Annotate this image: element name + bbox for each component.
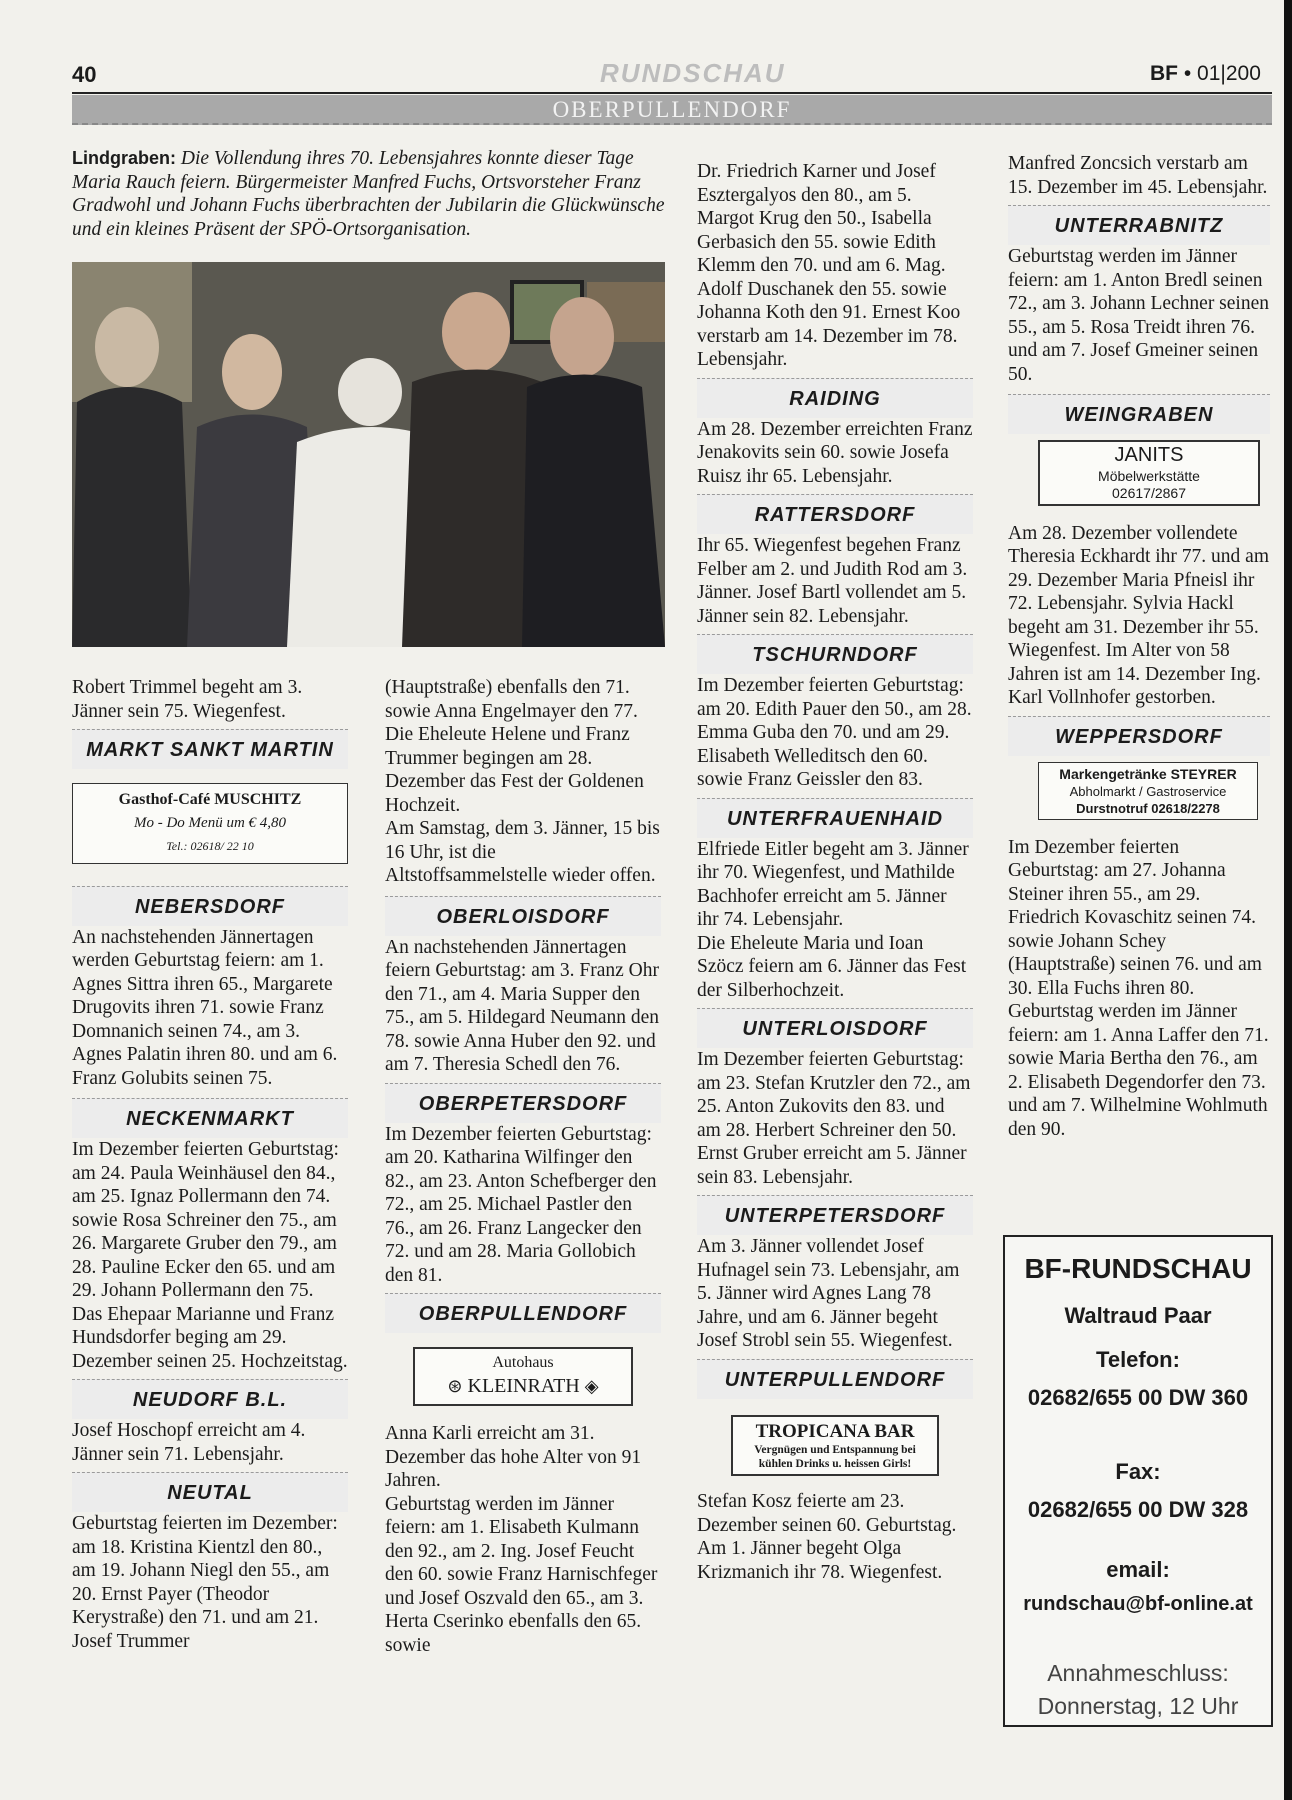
issue-separator: • [1183,62,1192,85]
place-heading-title: OBERPETERSDORF [418,1092,628,1115]
ad-title: TROPICANA BAR [755,1420,915,1442]
place-heading [1008,394,1270,434]
ad-brand-row [415,1375,631,1399]
paragraph: Dr. Friedrich Karner und Josef Esztergalyos den 80., am 5. Margot Krug den 50., Isabella Gerbasich den 55. sowie Edith Klemm den 70. und am 6. Mag. Adolf Duschanek den 55. sowie Johanna Koth den 91. Ernest Koo verstarb am 14. Dezember im 78. Lebensjahr. [697,161,961,370]
ad-phone: Tel.: 02618/ 22 10 [166,839,254,853]
ad-title: Autohaus [492,1354,554,1371]
place-heading-title: RAIDING [789,387,881,410]
ad-phone: Durstnotruf 02618/2278 [1076,800,1220,816]
ad-title: JANITS [1114,444,1184,466]
column-2 [385,676,661,1657]
place-heading-title: UNTERPULLENDORF [724,1368,946,1391]
place-heading-title: OBERPULLENDORF [418,1303,628,1325]
ad-brand: KLEINRATH [467,1374,580,1397]
intro-text [72,147,672,241]
publication-name: RUNDSCHAU [600,58,786,88]
paragraph: Am 3. Jänner vollendet Josef Hufnagel sein 73. Lebensjahr, am 5. Jänner wird Agnes Lang 78 Jahre, und am 6. Jänner begeht Josef Strobl sein 55. Wiegenfest. [697,1236,960,1351]
column-3 [697,160,973,1584]
diamond-logo-icon: ◈ [584,1375,599,1397]
column-1 [72,676,348,1653]
place-heading-title: WEPPERSDORF [1055,725,1223,748]
section-title: OBERPULLENDORF [552,97,792,122]
place-heading [697,378,973,418]
page-number: 40 [72,62,97,87]
place-heading [697,634,973,674]
place-heading-title: UNTERRABNITZ [1054,215,1224,237]
issue-number: 01|200 [1197,62,1261,85]
paragraph: Am Samstag, dem 3. Jänner, 15 bis 16 Uhr, ist die Altstoffsammelstelle wieder offen. [385,818,660,886]
place-heading [72,1472,348,1512]
paragraph: Manfred Zoncsich verstarb am 15. Dezember im 45. Lebensjahr. [1008,153,1268,198]
paragraph: Stefan Kosz feierte am 23. Dezember seinen 60. Geburtstag. Am 1. Jänner begeht Olga Krizmanich ihr 78. Wiegenfest. [697,1491,957,1583]
deadline-label: Annahmeschluss: [1047,1660,1229,1686]
place-heading-title: OBERLOISDORF [436,905,610,928]
paragraph: Geburtstag werden im Jänner feiern: am 1. Anna Laffer den 71. sowie Maria Bertha den 76., am 2. Elisabeth Degendorfer den 73. und am 7. Wilhelmine Wohlmuth den 90. [1008,1001,1269,1140]
phone-label: Telefon: [1096,1347,1180,1372]
deadline-value: Donnerstag, 12 Uhr [1037,1693,1239,1719]
place-heading [697,1195,973,1235]
intro-place: Lindgraben: [72,148,176,168]
ad-subtitle: Abholmarkt / Gastroservice [1069,783,1227,799]
contact-name: Waltraud Paar [1064,1303,1212,1328]
email-address[interactable]: rundschau@bf-online.at [1023,1593,1253,1615]
advertisement-janits [1038,440,1260,506]
paragraph: An nachstehenden Jännertagen feiern Geburtstag: am 3. Franz Ohr den 71., am 4. Maria Supper den 75., am 5. Hildegard Neumann den 78. sowie Anna Huber den 92. und am 7. Theresia Schedl den 76. [385,936,660,1075]
paragraph: Ernst Gruber erreicht am 5. Jänner sein 83. Lebensjahr. [697,1143,967,1188]
place-heading [72,1379,348,1419]
paragraph: Im Dezember feierten Geburtstag: am 24. Paula Weinhäusel den 84., am 25. Ignaz Pollermann den 74. sowie Rosa Schreiner den 75., am 26. Margarete Gruber den 79., am 28. Pauline Ecker den 65. und am 29. Johann Pollermann den 75. [72,1139,339,1301]
paragraph: Die Eheleute Maria und Ioan Szöcz feiern am 6. Jänner das Fest der Silberhochzeit. [697,932,967,1001]
place-heading [1008,205,1270,245]
paragraph: Elfriede Eitler begeht am 3. Jänner ihr 70. Wiegenfest, und Mathilde Bachhofer erreicht am 5. Jänner ihr 74. Lebensjahr. [697,838,969,930]
page-spine-shadow [1284,0,1292,1800]
place-heading [72,729,348,769]
ad-title: Gasthof-Café MUSCHITZ [118,791,302,808]
place-heading [385,1083,661,1123]
paragraph: Geburtstag werden im Jänner feiern: am 1. Elisabeth Kulmann den 92., am 2. Ing. Josef Feucht den 60. sowie Franz Harnischfeger und Josef Oszvald den 65., am 3. Herta Cserinko ebenfalls den 65. sowie [385,1493,658,1656]
ad-title: Markengetränke STEYRER [1059,765,1237,782]
header-rule [72,92,1272,94]
place-heading-title: UNTERPETERSDORF [724,1205,946,1227]
paragraph: (Hauptstraße) ebenfalls den 71. sowie Anna Engelmayer den 77. [385,677,638,722]
phone-number: 02682/655 00 DW 360 [1027,1385,1249,1410]
paragraph: Die Eheleute Helene und Franz Trummer begingen am 28. Dezember das Fest der Goldenen Hochzeit. [385,724,644,816]
place-heading [72,1098,348,1138]
intro-body: Die Vollendung ihres 70. Lebensjahres konnte dieser Tage Maria Rauch feiern. Bürgermeister Manfred Fuchs, Ortsvorsteher Franz Gradwohl und Johann Fuchs überbrachten der Jubilarin die Glückwünsche und ein kleines Präsent der SPÖ-Ortsorganisation. [72,148,665,240]
advertisement-steyrer [1038,762,1258,820]
advertisement-kleinrath [413,1347,633,1406]
place-heading-title: TSCHURNDORF [752,644,918,666]
contact-title: BF-RUNDSCHAU [1024,1253,1252,1284]
place-heading [1008,716,1270,756]
paragraph: Anna Karli erreicht am 31. Dezember das hohe Alter von 91 Jahren. [385,1423,642,1491]
place-heading-title: WEINGRABEN [1064,404,1214,426]
paragraph: Am 28. Dezember vollendete Theresia Eckhardt ihr 77. und am 29. Dezember Maria Pfneisl ihr 72. Lebensjahr. Sylvia Hackl begeht am 31. Dezember ihr 55. Wiegenfest. Im Alter von 58 Jahren ist am 14. Dezember Ing. Karl Vollnhofer gestorben. [1008,522,1269,708]
place-heading-title: NEUTAL [167,1482,253,1504]
issue-prefix: BF [1150,62,1178,85]
place-heading-title: NEUDORF B.L. [132,1389,288,1411]
ad-phone: 02617/2867 [1112,484,1186,501]
car-logo-icon: ⊛ [447,1375,463,1397]
contact-box [1003,1235,1273,1727]
paragraph: Ihr 65. Wiegenfest begehen Franz Felber am 2. und Judith Rod am 3. Jänner. Josef Bartl vollendet am 5. Jänner sein 82. Lebensjahr. [697,535,968,627]
paragraph: Das Ehepaar Marianne und Franz Hundsdorfer beging am 29. Dezember seinen 25. Hochzeitstag. [72,1303,348,1372]
ad-slogan: Vergnügen und Entspannung bei kühlen Drinks u. heissen Girls! [754,1444,916,1470]
group-photo [72,262,665,647]
column-4 [1008,152,1270,1141]
place-heading-title: NECKENMARKT [126,1108,294,1130]
place-heading [385,896,661,936]
place-heading-title: MARKT SANKT MARTIN [86,739,334,761]
place-heading-title: UNTERFRAUENHAID [726,807,944,830]
paragraph: Geburtstag werden im Jänner feiern: am 1. Anton Bredl seinen 72., am 3. Johann Lechner seinen 55., am 5. Rosa Treidt ihren 76. und am 7. Josef Gmeiner seinen 50. [1008,246,1270,385]
place-heading [697,798,973,838]
issue-label [1150,62,1261,86]
place-heading-title: RATTERSDORF [754,504,916,526]
paragraph: Im Dezember feierten Geburtstag: am 23. Stefan Krutzler den 72., am 25. Anton Zukovits den 83. und am 28. Herbert Schreiner den 50. [697,1049,971,1141]
fax-label: Fax: [1115,1459,1161,1484]
ad-offer: Mo - Do Menü um € 4,80 [133,814,287,831]
place-heading [697,1008,973,1048]
paragraph: Am 28. Dezember erreichten Franz Jenakovits sein 60. sowie Josefa Ruisz ihr 65. Lebensjahr. [697,418,973,487]
paragraph: Im Dezember feierten Geburtstag: am 27. Johanna Steiner ihren 55., am 29. Friedrich Kovaschitz seinen 74. sowie Johann Schey (Hauptstraße) seinen 76. und am 30. Ella Fuchs ihren 80. [1008,836,1262,999]
paragraph: Im Dezember feierten Geburtstag: am 20. Katharina Wilfinger den 82., am 23. Anton Schefberger den 72., am 25. Michael Pastler den 76., am 26. Franz Langecker den 72. und am 28. Maria Gollobich den 81. [385,1123,657,1286]
place-heading [385,1293,661,1333]
fax-number: 02682/655 00 DW 328 [1027,1497,1249,1522]
place-heading-title: UNTERLOISDORF [742,1018,928,1040]
paragraph: Geburtstag feierten im Dezember: am 18. Kristina Kientzl den 80., am 19. Johann Niegl den 55., am 20. Ernst Payer (Theodor Kerystraße) den 71. und am 21. Josef Trummer [72,1513,338,1652]
section-banner [72,95,1272,125]
place-heading [697,1359,973,1399]
advertisement-tropicana [731,1415,939,1477]
paragraph: Im Dezember feierten Geburtstag: am 20. Edith Pauer den 50., am 28. Emma Guba den 70. und am 29. Elisabeth Welleditsch den 60. sowie Franz Geissler den 83. [697,675,972,790]
paragraph: Josef Hoschopf erreicht am 4. Jänner sein 71. Lebensjahr. [72,1420,306,1465]
group-photo-illustration [72,262,665,647]
paragraph: An nachstehenden Jännertagen werden Geburtstag feiern: am 1. Agnes Sittra ihren 65., Margarete Drugovits ihren 71. sowie Franz Domnanich seinen 74., am 3. Agnes Palatin ihren 80. und am 6. Franz Golubits seinen 75. [72,926,338,1089]
email-label: email: [1106,1557,1170,1582]
place-heading [697,494,973,534]
ad-subtitle: Möbelwerkstätte [1098,467,1200,484]
place-heading [72,886,348,926]
paragraph: Robert Trimmel begeht am 3. Jänner sein 75. Wiegenfest. [72,677,303,722]
advertisement-muschitz [72,783,348,864]
place-heading-title: NEBERSDORF [134,895,285,918]
